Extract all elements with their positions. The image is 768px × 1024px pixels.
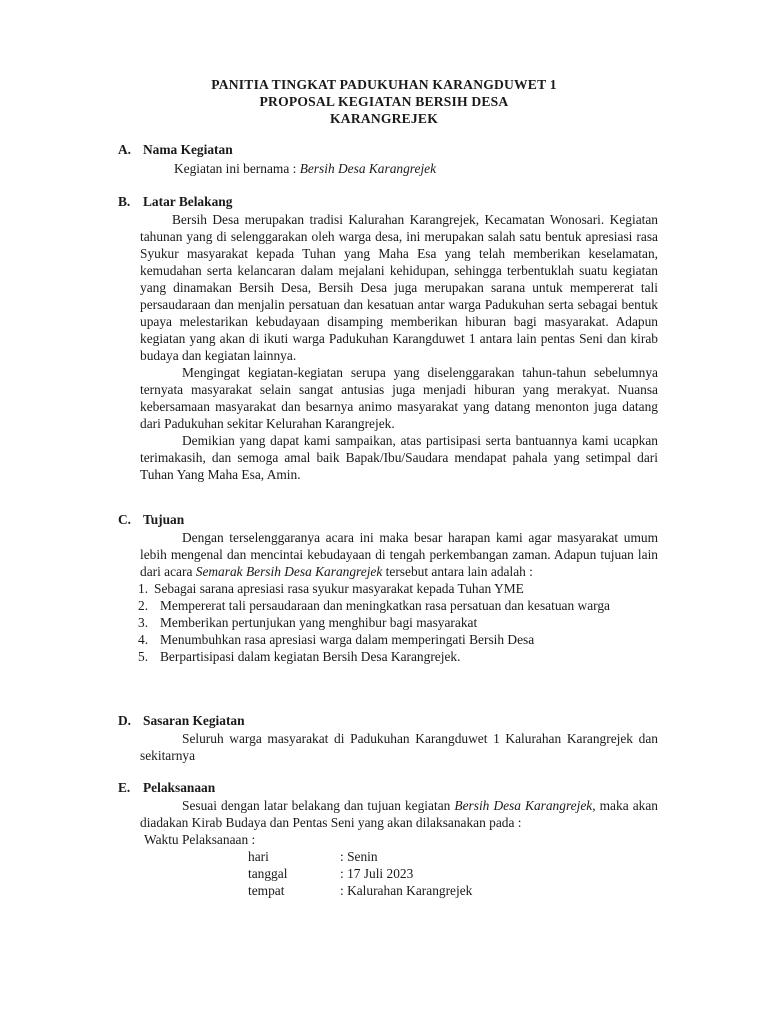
schedule-table <box>248 848 658 899</box>
schedule-row: hari : Senin <box>248 849 378 864</box>
nama-kegiatan-text: Kegiatan ini bernama : Bersih Desa Karangrejek <box>174 161 437 176</box>
schedule-row: tanggal : 17 Juli 2023 <box>248 866 414 881</box>
section-nama-kegiatan <box>118 141 658 177</box>
section-title: C. Tujuan <box>118 512 185 527</box>
list-item: 4. Menumbuhkan rasa apresiasi warga dalam memperingati Bersih Desa <box>138 632 535 647</box>
list-item: 2. Mempererat tali persaudaraan dan meningkatkan rasa persatuan dan kesatuan warga <box>138 598 610 613</box>
latar-belakang-paragraph-2: Mengingat kegiatan-kegiatan serupa yang diselenggarakan tahun-tahun sebelumnya ternyata masyarakat selain sangat antusias juga menjadi hiburan yang merakyat. Nuansa kebersamaan masyarakat dan besarnya animo masyarakat yang datang menonton juga datang dari Padukuhan sekitar Kelurahan Karangrejek. <box>140 365 658 431</box>
schedule-row: tempat : Kalurahan Karangrejek <box>248 883 473 898</box>
header-line-3: KARANGREJEK <box>330 111 438 126</box>
sasaran-text: Seluruh warga masyarakat di Padukuhan Karangduwet 1 Kalurahan Karangrejek dan sekitarnya <box>140 731 658 763</box>
section-title: A. Nama Kegiatan <box>118 142 233 157</box>
header-line-2: PROPOSAL KEGIATAN BERSIH DESA <box>259 94 509 109</box>
document-header <box>0 76 768 127</box>
tujuan-list <box>138 580 658 665</box>
pelaksanaan-paragraph: Sesuai dengan latar belakang dan tujuan kegiatan Bersih Desa Karangrejek, maka akan diadakan Kirab Budaya dan Pentas Seni yang akan dilaksanakan pada : <box>140 798 658 830</box>
list-item: 3. Memberikan pertunjukan yang menghibur bagi masyarakat <box>138 615 478 630</box>
latar-belakang-paragraph-3: Demikian yang dapat kami sampaikan, atas partisipasi serta bantuannya kami ucapkan terimakasih, dan semoga amal baik Bapak/Ibu/Saudara mendapat pahala yang setimpal dari Tuhan Yang Maha Esa, Amin. <box>140 433 658 482</box>
section-title: D. Sasaran Kegiatan <box>118 713 245 728</box>
section-pelaksanaan <box>118 779 658 899</box>
section-title: B. Latar Belakang <box>118 194 233 209</box>
header-line-1: PANITIA TINGKAT PADUKUHAN KARANGDUWET 1 <box>211 77 557 92</box>
section-sasaran-kegiatan <box>118 712 658 764</box>
tujuan-paragraph: Dengan terselenggaranya acara ini maka besar harapan kami agar masyarakat umum lebih mengenal dan mencintai kebudayaan di tengah perkembangan zaman. Adapun tujuan lain dari acara Semarak Bersih Desa Karangrejek tersebut antara lain adalah : <box>140 530 658 579</box>
waktu-label: Waktu Pelaksanaan : <box>144 832 256 847</box>
latar-belakang-paragraph-1: Bersih Desa merupakan tradisi Kalurahan Karangrejek, Kecamatan Wonosari. Kegiatan tahunan yang di selenggarakan oleh warga desa, ini merupakan salah satu bentuk apresiasi rasa Syukur masyarakat kepada Tuhan yang Maha Esa yang telah memberikan keselamatan, kemudahan serta kelancaran dalam mejalani kehidupan, sehingga terbentuklah suatu kegiatan yang dinamakan Bersih Desa, Bersih Desa juga merupakan sarana untuk mempererat tali persaudaraan dan menjalin persatuan dan kesatuan antar warga Padukuhan serta sebagai bentuk upaya melestarikan kebudayaan disamping memberikan hiburan bagi masyarakat. Adapun kegiatan yang akan di ikuti warga Padukuhan Karangduwet 1 antara lain pentas Seni dan kirab budaya dan kegiatan lainnya. <box>140 212 658 363</box>
section-title: E. Pelaksanaan <box>118 780 216 795</box>
list-item: 1. Sebagai sarana apresiasi rasa syukur masyarakat kepada Tuhan YME <box>138 581 524 596</box>
section-tujuan <box>118 511 658 665</box>
list-item: 5. Berpartisipasi dalam kegiatan Bersih Desa Karangrejek. <box>138 649 461 664</box>
section-latar-belakang <box>118 193 658 483</box>
